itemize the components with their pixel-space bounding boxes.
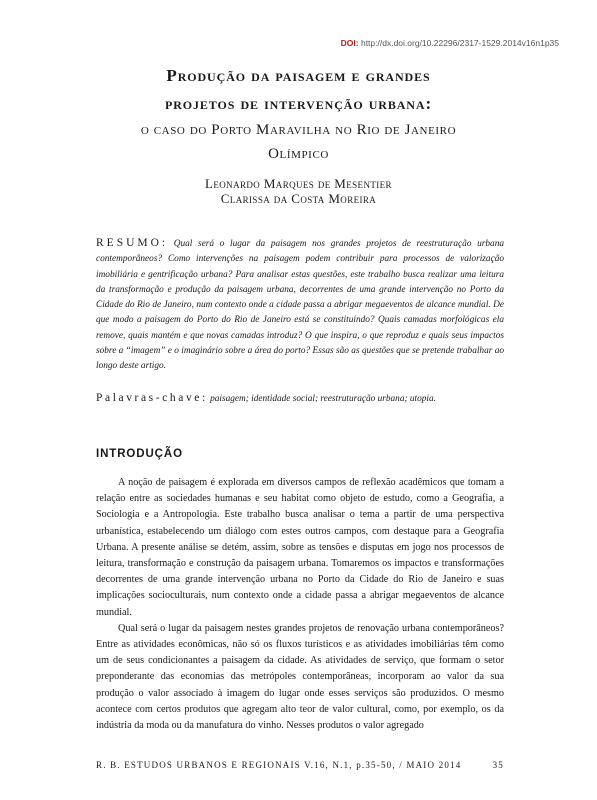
title-line-2: projetos de intervenção urbana: <box>164 94 433 113</box>
abstract <box>96 236 504 375</box>
doi-line <box>341 38 559 48</box>
doi-link[interactable]: http://dx.doi.org/10.22296/2317-1529.2014v16n1p35 <box>360 38 559 48</box>
author-name: Clarissa da Costa Moreira <box>220 191 377 206</box>
body-paragraph: A noção de paisagem é explorada em diversos campos de reflexão acadêmicos que tomam a relação entre as sociedades humanas e seu habitat como objeto de estudo, como a Geografia, a Sociologia e a Antropologia. Este trabalho busca analisar o tema a partir de uma perspectiva urbanística, estabelecendo um diálogo com estes outros campos, com destaque para a Geografia Urbana. A presente análise se detém, assim, sobre as tensões e disputas em jogo nos processos de leitura, transformação e construção da paisagem urbana. Tomaremos os impactos e transformações decorrentes de uma grande intervenção urbana no Porto da Cidade do Rio de Janeiro e suas implicações socioculturais, num contexto onde a cidade passa a abrigar megaeventos de alcance mundial. <box>96 477 504 618</box>
keywords-text: paisagem; identidade social; reestruturação urbana; utopia. <box>210 394 436 404</box>
section-heading: INTRODUÇÃO <box>96 448 183 460</box>
author-name: Leonardo Marques de Mesentier <box>205 176 392 191</box>
page-number: 35 <box>492 760 504 770</box>
author-list <box>56 176 541 206</box>
title-line-1: Produção da paisagem e grandes <box>166 66 431 85</box>
keywords <box>96 391 504 407</box>
body-text <box>96 475 504 734</box>
keywords-label: Palavras-chave: <box>96 392 208 404</box>
journal-citation: R. B. ESTUDOS URBANOS E REGIONAIS V.16, N.1, p.35-50, / MAIO 2014 <box>96 760 462 770</box>
abstract-label: RESUMO: <box>96 237 169 249</box>
doi-label: DOI: <box>340 38 359 48</box>
body-paragraph: Qual será o lugar da paisagem nestes grandes projetos de renovação urbana contemporâneos? Entre as atividades econômicas, não só os fluxos turísticos e as atividades imobiliárias têm como um de seus condicionantes a paisagem da cidade. As atividades de serviço, que formam o setor preponderante das economias das metrópoles contemporâneas, incorporam ao valor da sua produção o valor associado à imagem do lugar onde esses serviços são produzidos. O mesmo acontece com certos produtos que agregam alto teor de valor cultural, como, por exemplo, os da indústria da moda ou da manufatura do vinho. Nesses produtos o valor agregado <box>96 622 504 732</box>
article-title <box>56 62 541 166</box>
abstract-text: Qual será o lugar da paisagem nos grandes projetos de reestruturação urbana contemporâneos? Como intervenções na paisagem podem contribuir para processos de valorização imobiliária e gentrificação urbana? Para analisar estas questões, este trabalho busca realizar uma leitura da transformação e produção da paisagem urbana, decorrentes de uma grande intervenção no Porto da Cidade do Rio de Janeiro, num contexto onde a cidade passa a abrigar megaeventos de alcance mundial. De que modo a paisagem do Porto do Rio de Janeiro está se constituindo? Quais camadas morfológicas ela remove, quais mantém e que novas camadas introduz? O que inspira, o que reproduz e quais seus impactos sobre a “imagem” e o imaginário sobre a área do porto? Essas são as questões que se pretende trabalhar ao longo deste artigo. <box>96 239 504 372</box>
subtitle-line-2: Olímpico <box>268 146 329 162</box>
subtitle-line-1: o caso do Porto Maravilha no Rio de Janeiro <box>140 122 457 138</box>
